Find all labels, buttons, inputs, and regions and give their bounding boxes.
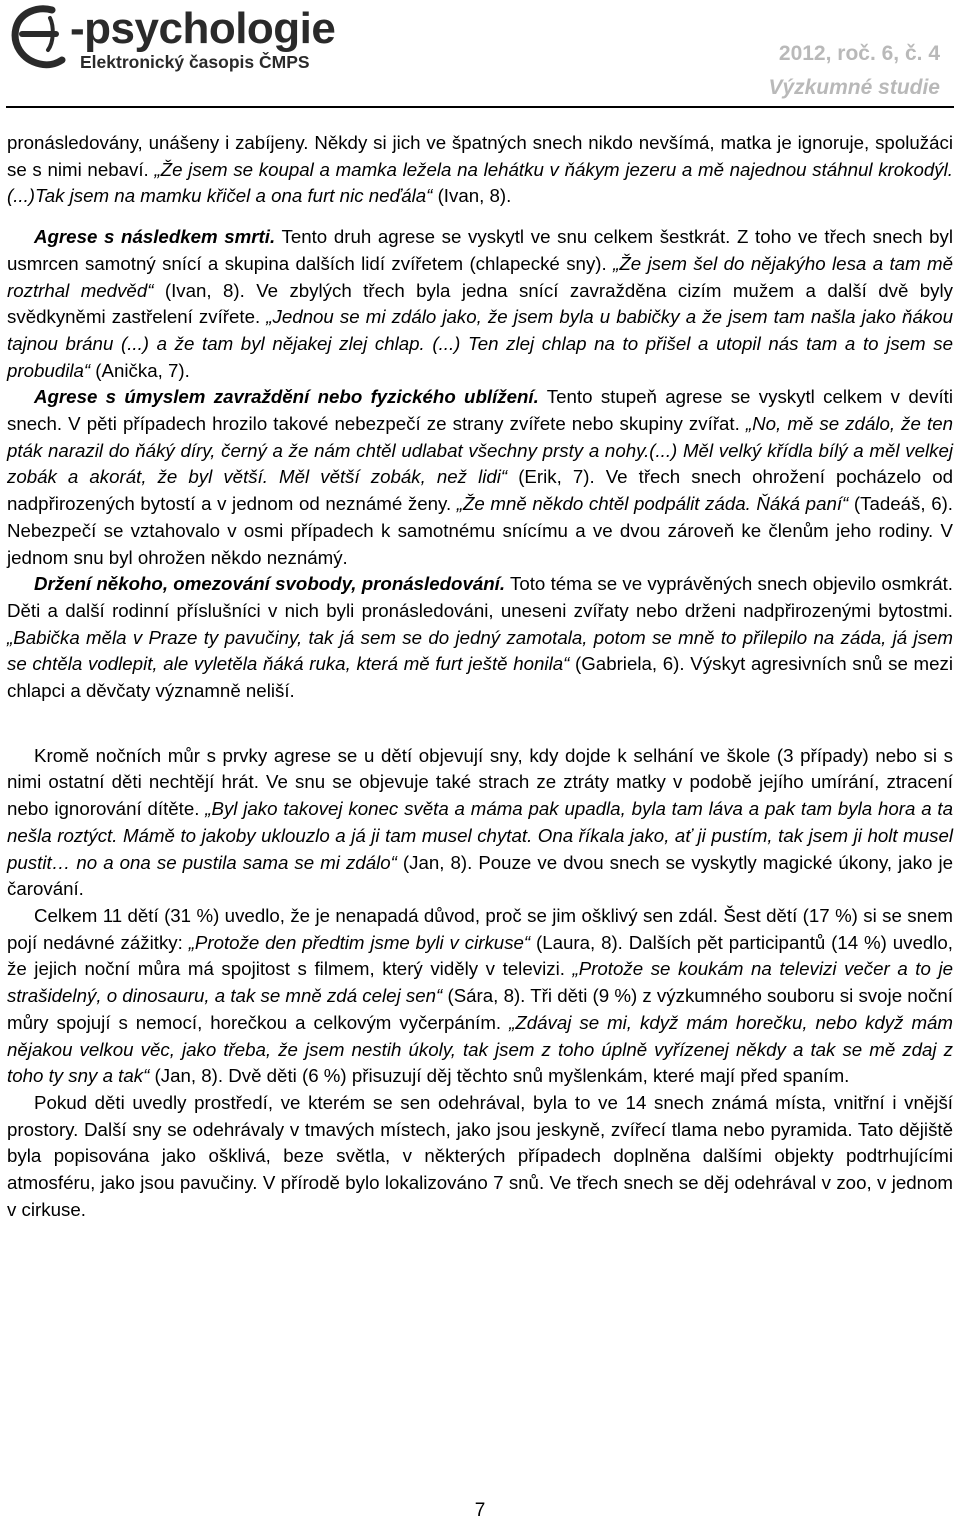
- body-text-span: (Gabriela, 6). Výskyt agresivních snů se mezi chlapci a děvčaty významně neliší.: [7, 653, 954, 702]
- body-text-span: (Anička, 7).: [90, 359, 190, 381]
- paragraph-heading: Držení někoho, omezování svobody, pronásledování.: [34, 573, 506, 595]
- quote-text: „Jednou se mi zdálo jako, že jsem byla u babičky a že jsem tam našla jako ňákou tajnou bránu (...) a že tam byl nějakej zlej chlap. (...) Ten zlej chlap na to přišel a utopil nás tam a to jsem se probudila“: [7, 306, 953, 381]
- paragraph: [7, 224, 953, 384]
- section-label: Výzkumné studie: [768, 76, 940, 99]
- paragraph: [7, 130, 953, 210]
- paragraph: [7, 571, 953, 705]
- body-text-span: (Tadeáš, 6). Nebezpečí se vztahovalo v osmi případech k samotnému snícímu a ve dvou zároveň ke členům jeho rodiny. V jednom snu byl ohrožen někdo neznámý.: [7, 493, 954, 568]
- e-logo-icon: [8, 4, 66, 74]
- body-text-span: (Erik, 7). Ve třech snech ohrožení pocházelo od nadpřirozených bytostí a v jednom od neznámé ženy.: [7, 466, 953, 515]
- paragraph: [7, 743, 953, 903]
- body-text-span: (Ivan, 8). Ve zbylých třech byla jedna snící zavražděna cizím mužem a další dvě byly svědkyněmi zastřelení zvířete.: [7, 279, 953, 328]
- body-text-span: (Jan, 8). Dvě děti (6 %) přisuzují děj těchto snů myšlenkám, které mají před spaním.: [149, 1065, 850, 1087]
- paragraph-heading: Agrese s následkem smrti.: [34, 226, 276, 248]
- paragraph: [7, 384, 953, 571]
- header-rule: [6, 106, 954, 108]
- quote-text: „Že jsem se koupal a mamka ležela na lehátku v ňákym jezeru a mě najednou stáhnul krokodýl. (...)Tak jsem na mamku křičel a ona furt nic neďála“: [7, 158, 953, 207]
- article-body: [7, 130, 953, 1223]
- paragraph: [7, 903, 953, 1090]
- quote-text: „Zdávaj se mi, když mám horečku, nebo když mám nějakou velkou věc, jako třeba, že jsem nestih úkoly, tak jsem z toho úplně vyřízenej někdy a tak se mě zdaj z toho ty sny a tak“: [7, 1011, 953, 1087]
- body-text-span: Tento stupeň agrese se vyskytl celkem v devíti snech. V pěti případech hrozilo takové nebezpečí ze strany zvířete nebo skupiny zvířat.: [7, 386, 953, 435]
- body-text-span: pronásledovány, unášeny i zabíjeny. Někdy si jich ve špatných snech nikdo nevšímá, matka je ignoruje, spolužáci se s nimi nebaví.: [7, 132, 953, 180]
- body-text-span: Tento druh agrese se vyskytl ve snu celkem šestkrát. Z toho ve třech snech byl usmrcen samotný snící a skupina dalších lidí zvířetem (chlapecké sny).: [7, 226, 953, 274]
- logo-title: -psychologie: [70, 4, 336, 53]
- body-text-span: Toto téma se ve vyprávěných snech objevilo osmkrát. Děti a další rodinní příslušníci v nich byli pronásledováni, uneseni zvířaty nebo drženi nadpřirozenými bytostmi.: [7, 573, 953, 621]
- quote-text: „Že mně někdo chtěl podpálit záda. Ňáká paní“: [456, 493, 849, 515]
- logo-subtitle: Elektronický časopis ČMPS: [80, 52, 310, 72]
- quote-text: „Babička měla v Praze ty pavučiny, tak já sem se do jedný zamotala, potom se mně to přilepilo na záda, já jsem se chtěla vodlepit, ale vyletěla ňáká ruka, která mě furt ještě honila“: [7, 626, 953, 675]
- quote-text: „Byl jako takovej konec světa a máma pak upadla, byla tam láva a pak tam byla hora a ta nešla roztýct. Mámě to jakoby uklouzlo a já ji tam musel chytat. Ona říkala jako, ať ji pustím, tak jsem ji holt musel pustit… no a ona se pustila sama se mi zdálo“: [7, 798, 953, 873]
- page-number: 7: [474, 1500, 486, 1521]
- page-header: [0, 0, 960, 112]
- issue-label: 2012, roč. 6, č. 4: [778, 42, 940, 65]
- body-text-span: (Jan, 8). Pouze ve dvou snech se vyskytly magické úkony, jako je čarování.: [7, 851, 953, 900]
- body-text-span: (Ivan, 8).: [432, 185, 512, 207]
- body-text-span: Celkem 11 dětí (31 %) uvedlo, že je nenapadá důvod, proč se jim ošklivý sen zdál. Šest dětí (17 %) si se snem pojí nedávné zážitky:: [7, 904, 953, 953]
- quote-text: „No, mě se zdálo, že ten pták narazil do ňáký díry, černý a že nám chtěl udlabat všechny prsty a nohy.(...) Měl velký křídla bílý a měl velkej zobák a akorát, že byl větší. Měl větší zobák, než lidi“: [7, 413, 953, 488]
- body-text-span: (Sára, 8). Tři děti (9 %) z výzkumného souboru si svoje noční můry spojují s nemocí, horečkou a celkovým vyčerpáním.: [7, 985, 953, 1033]
- quote-text: „Že jsem šel do nějakýho lesa a tam mě roztrhal medvěd“: [7, 252, 953, 301]
- paragraph: [7, 1090, 953, 1224]
- quote-text: „Protože se koukám na televizi večer a to je strašidelný, o dinosauru, a tak se mně zdá celej sen“: [7, 958, 954, 1007]
- body-text-span: (Laura, 8). Dalších pět participantů (14 %) uvedlo, že jejich noční můra má spojitost s filmem, který viděly v televizi.: [7, 931, 953, 980]
- quote-text: „Protože den předtim jsme byli v cirkuse“: [188, 931, 531, 953]
- paragraph-heading: Agrese s úmyslem zavraždění nebo fyzického ublížení.: [34, 386, 539, 408]
- body-text-span: Pokud děti uvedly prostředí, ve kterém se sen odehrával, byla to ve 14 snech známá místa, vnitřní i vnější prostory. Další sny se odehrávaly v tmavých místech, jako jsou jeskyně, zvířecí tlama nebo pyramida. Tato dějiště byla popisována jako ošklivá, beze světla, v některých případech doplněna dalšími objekty podtrhujícími atmosféru, jako jsou pavučiny. V přírodě bylo lokalizováno 7 snů. Ve třech snech se děj odehrával v zoo, v jednom v cirkuse.: [7, 1091, 953, 1220]
- journal-logo: [8, 4, 338, 74]
- body-text-span: Kromě nočních můr s prvky agrese se u dětí objevují sny, kdy dojde k selhání ve škole (3 případy) nebo si s nimi ostatní děti nechtějí hrát. Ve snu se objevuje také strach ze ztráty matky v podobě jejího umírání, ztracení nebo ignorování dítěte.: [7, 744, 953, 820]
